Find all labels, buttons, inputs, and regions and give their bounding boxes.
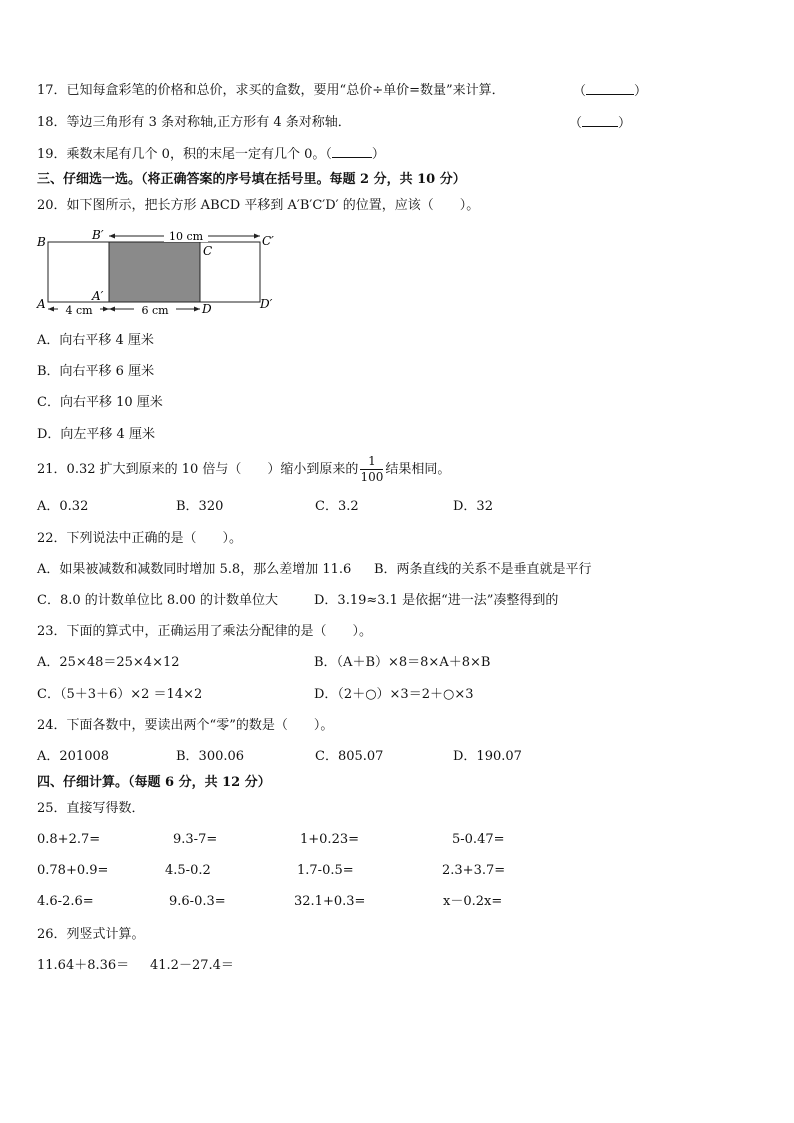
vertical-calc-item: 11.64＋8.36＝	[37, 958, 130, 973]
calc-item: 0.8+2.7=	[37, 832, 101, 847]
question-25-text: 25．直接写得数．	[37, 801, 145, 816]
q24-option-b[interactable]: B．300.06	[176, 749, 245, 764]
label-D-prime: D′	[260, 297, 273, 311]
q20-option-a[interactable]: A．向右平移 4 厘米	[37, 333, 154, 348]
calc-item: 2.3+3.7=	[442, 863, 506, 878]
calc-item: x－0.2x=	[443, 894, 503, 909]
q21-option-d[interactable]: D．32	[453, 499, 493, 514]
question-24-text: 24．下面各数中，要读出两个“零”的数是（ ）。	[37, 718, 334, 733]
question-21	[37, 452, 450, 488]
question-23-text: 23．下面的算式中，正确运用了乘法分配律的是（ ）。	[37, 624, 373, 639]
q20-option-b[interactable]: B．向右平移 6 厘米	[37, 364, 155, 379]
label-C-prime: C′	[262, 234, 274, 248]
question-17-text: 17．已知每盒彩笔的价格和总价，求买的盒数，要用“总价÷单价=数量”来计算．	[37, 83, 505, 98]
q24-option-c[interactable]: C．805.07	[315, 749, 384, 764]
fraction-one-hundredth: $\frac{1}{100}$	[360, 454, 384, 484]
question-21-text-after: 结果相同。	[385, 462, 451, 477]
overlap-shaded-area	[109, 242, 200, 302]
q21-option-b[interactable]: B．320	[176, 499, 224, 514]
calc-item: 9.3-7=	[173, 832, 218, 847]
q23-option-d[interactable]: D．（2＋○）×3＝2＋○×3	[314, 687, 474, 702]
calc-item: 32.1+0.3=	[294, 894, 366, 909]
vertical-calc-item: 41.2－27.4＝	[150, 958, 234, 973]
label-bottom-length: 6 cm	[141, 304, 169, 317]
question-26-text: 26．列竖式计算。	[37, 927, 145, 942]
q22-option-b[interactable]: B．两条直线的关系不是垂直就是平行	[374, 562, 592, 577]
label-B: B	[37, 235, 46, 249]
answer-blank-19[interactable]	[332, 145, 372, 158]
question-19-text: 19．乘数末尾有几个 0，积的末尾一定有几个 0。（	[37, 147, 332, 162]
q22-option-c[interactable]: C．8.0 的计数单位比 8.00 的计数单位大	[37, 593, 278, 608]
label-top-length: 10 cm	[168, 230, 204, 243]
q20-option-d[interactable]: D．向左平移 4 厘米	[37, 427, 155, 442]
translation-figure	[30, 226, 290, 322]
q22-option-a[interactable]: A．如果被减数和减数同时增加 5.8，那么差增加 11.6	[37, 562, 352, 577]
calc-item: 1+0.23=	[300, 832, 360, 847]
q23-option-b[interactable]: B．（A＋B）×8＝8×A＋8×B	[314, 655, 491, 670]
q23-option-a[interactable]: A．25×48＝25×4×12	[37, 655, 180, 670]
answer-blank-17[interactable]: （ ）	[573, 84, 648, 99]
answer-blank-18[interactable]: （ ）	[569, 116, 632, 131]
calc-item: 0.78+0.9=	[37, 863, 109, 878]
question-17	[37, 82, 505, 100]
label-A-prime: A′	[92, 289, 104, 303]
label-B-prime: B′	[92, 228, 104, 242]
q23-option-c[interactable]: C．（5＋3＋6）×2 ＝14×2	[37, 687, 203, 702]
calc-item: 4.5-0.2	[165, 863, 211, 878]
calc-item: 9.6-0.3=	[169, 894, 226, 909]
question-22-text: 22．下列说法中正确的是（ ）。	[37, 531, 243, 546]
question-18	[37, 114, 351, 132]
question-19: 19．乘数末尾有几个 0，积的末尾一定有几个 0。（ ）	[37, 147, 385, 162]
question-20-text: 20．如下图所示，把长方形 ABCD 平移到 A′B′C′D′ 的位置，应该（ ）。	[37, 198, 480, 213]
section-3-title: 三、仔细选一选。（将正确答案的序号填在括号里。每题 2 分，共 10 分）	[37, 172, 466, 187]
q24-option-a[interactable]: A．201008	[37, 749, 110, 764]
question-18-text: 18．等边三角形有 3 条对称轴,正方形有 4 条对称轴．	[37, 115, 351, 130]
label-A: A	[37, 297, 46, 311]
section-4-title: 四、仔细计算。（每题 6 分，共 12 分）	[37, 775, 271, 790]
calc-item: 1.7-0.5=	[297, 863, 354, 878]
q21-option-a[interactable]: A．0.32	[37, 499, 89, 514]
q24-option-d[interactable]: D．190.07	[453, 749, 522, 764]
label-C: C	[203, 244, 213, 258]
calc-item: 4.6-2.6=	[37, 894, 94, 909]
label-D: D	[202, 302, 212, 316]
q20-option-c[interactable]: C．向右平移 10 厘米	[37, 395, 163, 410]
q21-option-c[interactable]: C．3.2	[315, 499, 359, 514]
question-21-text-before: 21．0.32 扩大到原来的 10 倍与（ ）缩小到原来的	[37, 462, 359, 477]
calc-item: 5-0.47=	[452, 832, 505, 847]
q22-option-d[interactable]: D．3.19≈3.1 是依据“进一法”凑整得到的	[314, 593, 559, 608]
label-left-length: 4 cm	[65, 304, 93, 317]
